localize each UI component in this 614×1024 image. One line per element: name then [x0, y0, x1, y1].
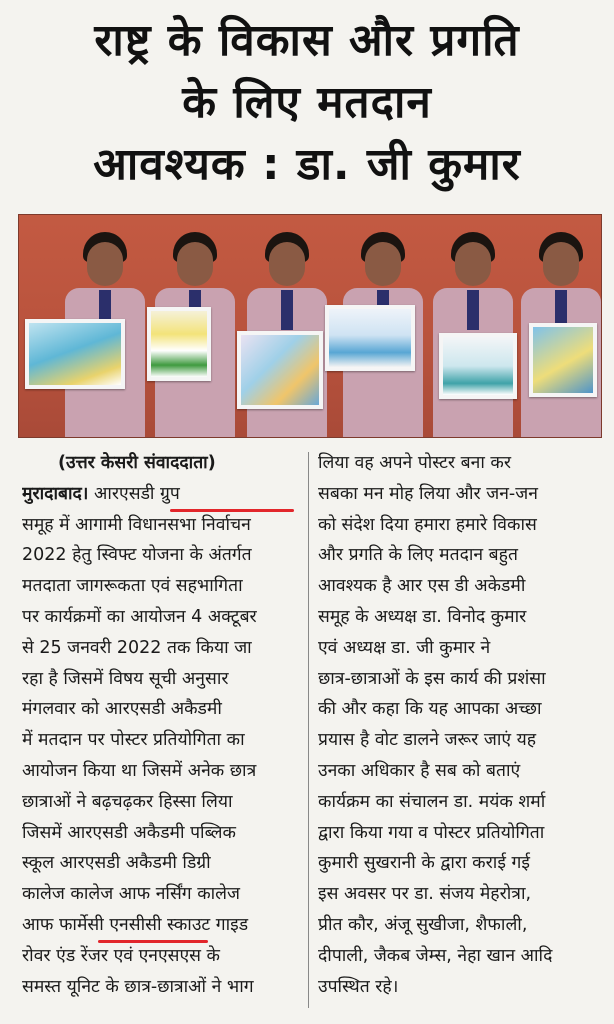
article-line: आयोजन किया था जिसमें अनेक छात्र	[22, 760, 257, 781]
article-line: उपस्थित रहे।	[318, 976, 399, 997]
headline-line-3: आवश्यक : डा. जी कुमार	[93, 139, 521, 190]
article-line: दीपाली, जैकब जेम्स, नेहा खान आदि	[318, 945, 553, 966]
article-line: समूह के अध्यक्ष डा. विनोद कुमार	[318, 606, 527, 627]
article-line: और प्रगति के लिए मतदान बहुत	[318, 545, 518, 566]
article-line: पर कार्यक्रमों का आयोजन 4 अक्टूबर	[22, 606, 257, 627]
article-line: आफ फार्मेसी एनसीसी स्काउट गाइड	[22, 914, 249, 935]
article-column-left	[22, 448, 308, 1002]
article-line: की और कहा कि यह आपका अच्छा	[318, 699, 542, 720]
article-line: को संदेश दिया हमारा हमारे विकास	[318, 514, 537, 535]
article-line: इस अवसर पर डा. संजय मेहरोत्रा,	[318, 884, 532, 905]
dateline: मुरादाबाद।	[22, 483, 89, 504]
article-line-text: आरएसडी ग्रुप	[94, 483, 180, 504]
byline-text: (उत्तर केसरी संवाददाता)	[58, 453, 216, 473]
article-line: एवं अध्यक्ष डा. जी कुमार ने	[318, 637, 491, 658]
poster-artwork	[237, 331, 323, 409]
article-line: छात्राओं ने बढ़चढ़कर हिस्सा लिया	[22, 791, 233, 812]
article-line: मंगलवार को आरएसडी अकैडमी	[22, 699, 222, 720]
highlight-underline	[170, 509, 294, 512]
news-photo	[18, 214, 602, 438]
article-column-right	[318, 448, 604, 1002]
article-line: से 25 जनवरी 2022 तक किया जा	[22, 637, 252, 658]
poster-artwork	[439, 333, 517, 399]
article-line: उनका अधिकार है सब को बताएं	[318, 760, 521, 781]
column-divider	[308, 452, 309, 1008]
poster-artwork	[325, 305, 415, 371]
article-line: रहा है जिसमें विषय सूची अनुसार	[22, 668, 229, 689]
poster-artwork	[529, 323, 597, 397]
headline	[0, 10, 614, 196]
article-line: सबका मन मोह लिया और जन-जन	[318, 483, 538, 504]
article-line: जिसमें आरएसडी अकैडमी पब्लिक	[22, 822, 236, 843]
article-line: मतदाता जागरूकता एवं सहभागिता	[22, 576, 243, 597]
article-line: प्रयास है वोट डालने जरूर जाएं यह	[318, 730, 537, 751]
article-line: आवश्यक है आर एस डी अकेडमी	[318, 576, 526, 597]
byline	[22, 448, 308, 479]
article-line: कालेज कालेज आफ नर्सिंग कालेज	[22, 884, 241, 905]
article-line: समूह में आगामी विधानसभा निर्वाचन	[22, 514, 251, 535]
article-line: समस्त यूनिट के छात्र-छात्राओं ने भाग	[22, 976, 254, 997]
headline-line-1: राष्ट्र के विकास और प्रगति	[94, 15, 520, 66]
article-line: द्वारा किया गया व पोस्टर प्रतियोगिता	[318, 822, 545, 843]
poster-artwork	[25, 319, 125, 389]
headline-line-2: के लिए मतदान	[182, 77, 432, 128]
article-line: प्रीत कौर, अंजू सुखीजा, शैफाली,	[318, 914, 528, 935]
article-line	[22, 479, 308, 510]
poster-artwork	[147, 307, 211, 381]
highlight-underline	[98, 940, 208, 943]
article-line: लिया वह अपने पोस्टर बना कर	[318, 453, 512, 473]
article-line: कार्यक्रम का संचालन डा. मयंक शर्मा	[318, 791, 546, 812]
article-line: 2022 हेतु स्विफ्ट योजना के अंतर्गत	[22, 545, 252, 566]
article-line: रोवर एंड रेंजर एवं एनएसएस के	[22, 945, 220, 966]
article-line: स्कूल आरएसडी अकैडमी डिग्री	[22, 853, 211, 874]
article-line: छात्र-छात्राओं के इस कार्य की प्रशंसा	[318, 668, 546, 689]
article-line: में मतदान पर पोस्टर प्रतियोगिता का	[22, 730, 245, 751]
article-line: कुमारी सुखरानी के द्वारा कराई गई	[318, 853, 530, 874]
